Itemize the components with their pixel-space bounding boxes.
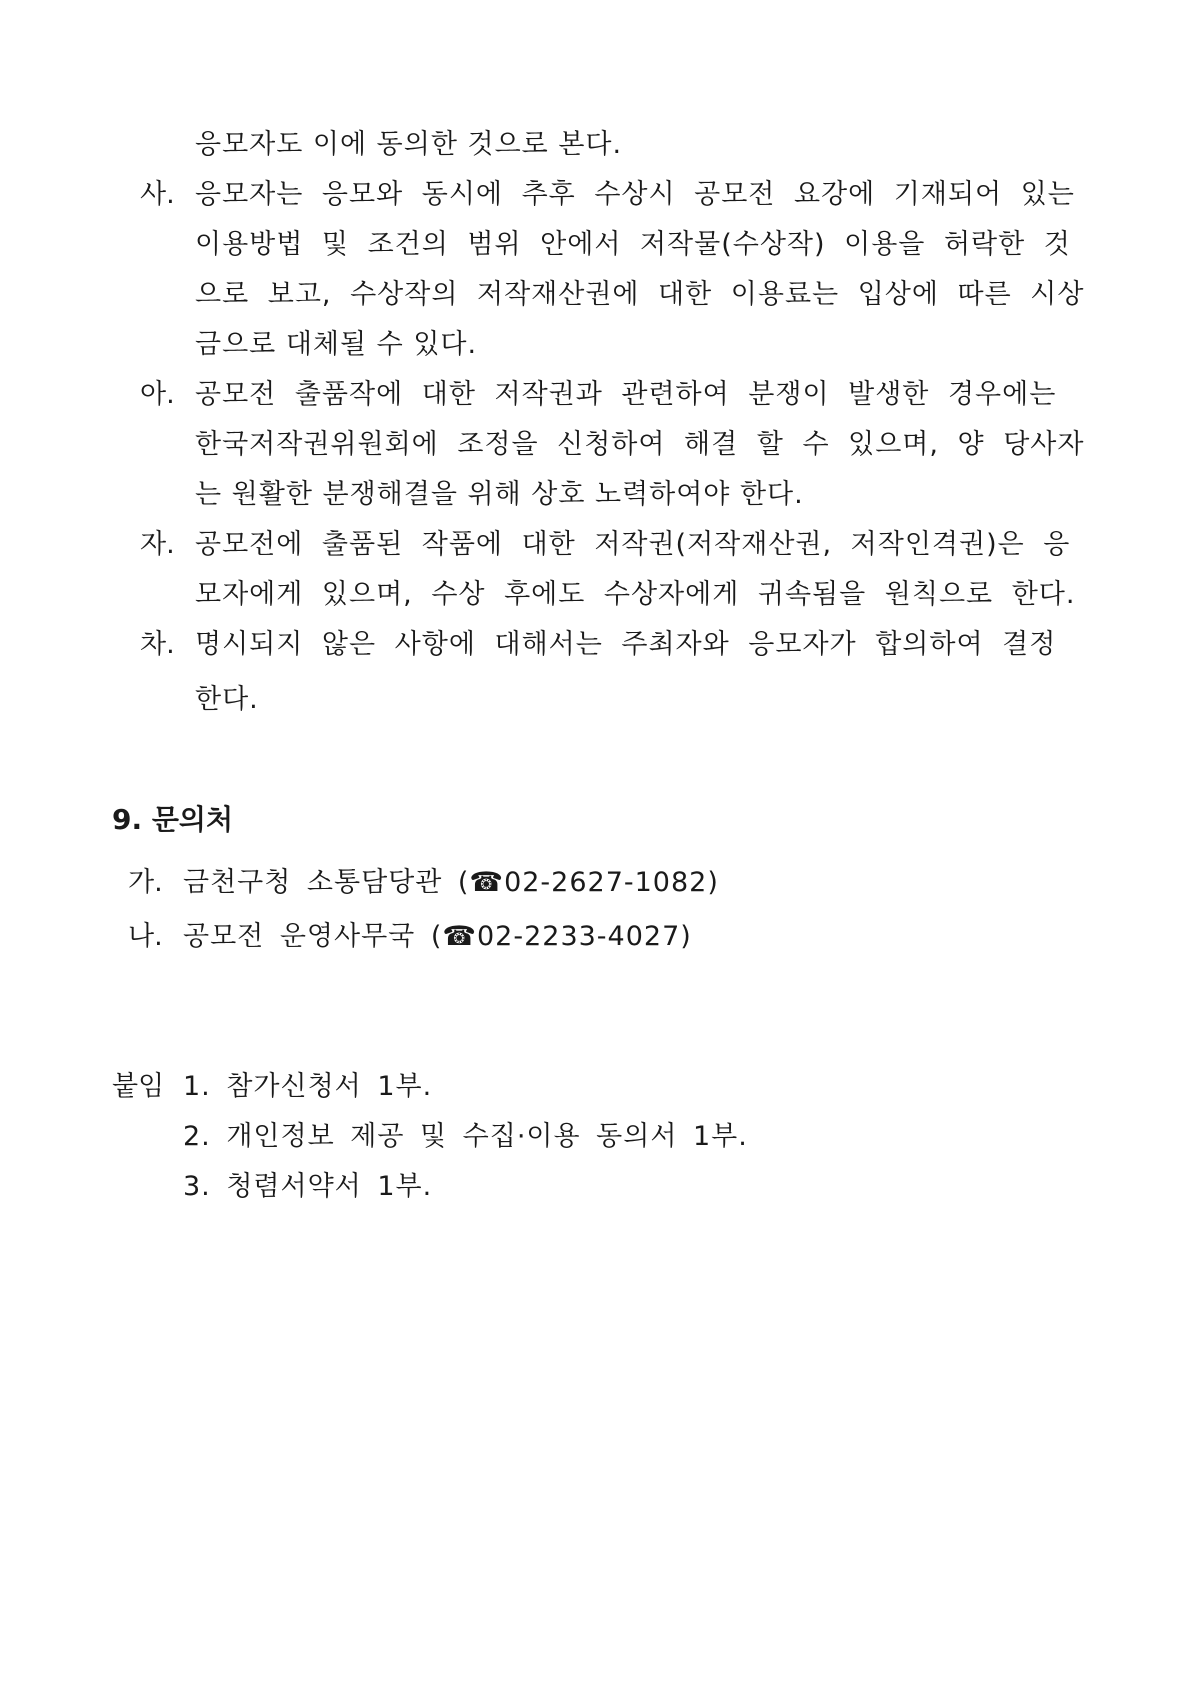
contact-marker: 나. xyxy=(128,921,163,952)
clause-line: 응모자는 응모와 동시에 추후 수상시 공모전 요강에 기재되어 있는 xyxy=(195,179,1075,210)
clause-line: 모자에게 있으며, 수상 후에도 수상자에게 귀속됨을 원칙으로 한다. xyxy=(195,579,1076,610)
clause-line: 명시되지 않은 사항에 대해서는 주최자와 응모자가 합의하여 결정 xyxy=(195,629,1057,660)
attachment-item: 1. 참가신청서 1부. xyxy=(183,1071,433,1102)
attachment-item: 2. 개인정보 제공 및 수집·이용 동의서 1부. xyxy=(183,1121,748,1152)
clause-line: 한국저작권위원회에 조정을 신청하여 해결 할 수 있으며, 양 당사자 xyxy=(195,429,1085,460)
contact-item: 금천구청 소통담당관 (☎02-2627-1082) xyxy=(183,867,719,898)
clause-continuation: 응모자도 이에 동의한 것으로 본다. xyxy=(195,129,623,160)
section-heading: 9. 문의처 xyxy=(112,803,234,836)
clause-marker: 자. xyxy=(140,529,175,560)
clause-marker: 차. xyxy=(140,629,175,660)
clause-line: 이용방법 및 조건의 범위 안에서 저작물(수상작) 이용을 허락한 것 xyxy=(195,229,1071,260)
attachments-label: 붙임 xyxy=(112,1071,165,1102)
attachment-item: 3. 청렴서약서 1부. xyxy=(183,1171,433,1202)
contact-marker: 가. xyxy=(128,867,163,898)
contact-item: 공모전 운영사무국 (☎02-2233-4027) xyxy=(183,921,692,952)
clause-line: 공모전 출품작에 대한 저작권과 관련하여 분쟁이 발생한 경우에는 xyxy=(195,379,1057,410)
clause-marker: 사. xyxy=(140,179,175,210)
clause-line: 는 원활한 분쟁해결을 위해 상호 노력하여야 한다. xyxy=(195,479,804,510)
clause-line: 공모전에 출품된 작품에 대한 저작권(저작재산권, 저작인격권)은 응 xyxy=(195,529,1071,560)
clause-line: 한다. xyxy=(195,684,259,715)
clause-line: 으로 보고, 수상작의 저작재산권에 대한 이용료는 입상에 따른 시상 xyxy=(195,279,1085,310)
clause-marker: 아. xyxy=(140,379,175,410)
clause-line: 금으로 대체될 수 있다. xyxy=(195,329,478,360)
